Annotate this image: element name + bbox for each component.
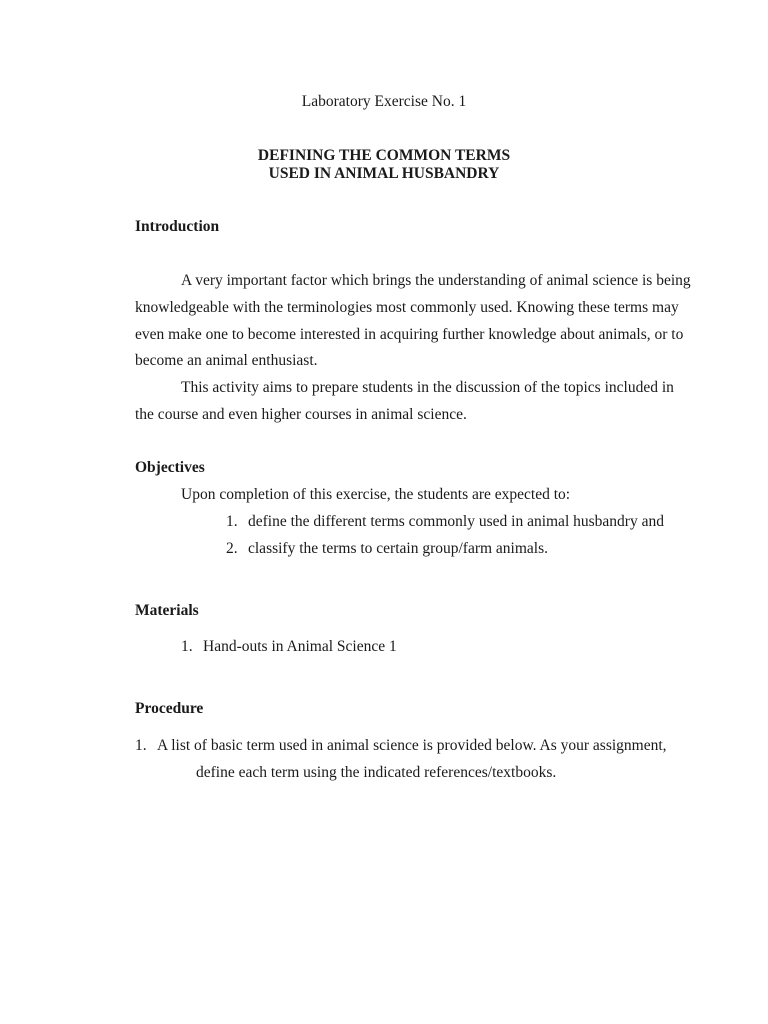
objectives-list-item (226, 513, 664, 531)
exercise-number: Laboratory Exercise No. 1 (301, 93, 467, 110)
procedure-list-item (135, 737, 667, 755)
objectives-lead: Upon completion of this exercise, the students are expected to: (181, 486, 571, 503)
list-text: Hand-outs in Animal Science 1 (203, 638, 397, 655)
procedure-heading: Procedure (135, 700, 204, 717)
materials-heading: Materials (135, 602, 199, 619)
introduction-para1-line: A very important factor which brings the understanding of animal science is being (181, 272, 691, 289)
introduction-para2-line: the course and even higher courses in animal science. (135, 406, 467, 423)
list-text: define the different terms commonly used in animal husbandry and (248, 513, 664, 530)
list-text: classify the terms to certain group/farm animals. (248, 540, 549, 557)
introduction-para1-line: become an animal enthusiast. (135, 352, 318, 369)
list-number: 1. (226, 513, 238, 530)
procedure-list-item-continuation: define each term using the indicated references/textbooks. (196, 764, 557, 781)
document-title-line-1: DEFINING THE COMMON TERMS (257, 147, 511, 164)
objectives-list-item (226, 540, 548, 558)
introduction-para1-line: even make one to become interested in acquiring further knowledge about animals, or to (135, 326, 684, 343)
document-title-line-2: USED IN ANIMAL HUSBANDRY (268, 165, 500, 182)
list-number: 2. (226, 540, 238, 557)
introduction-heading: Introduction (135, 218, 220, 235)
objectives-heading: Objectives (135, 459, 205, 476)
introduction-para1-line: knowledgeable with the terminologies most commonly used. Knowing these terms may (135, 299, 679, 316)
list-number: 1. (135, 737, 147, 754)
list-number: 1. (181, 638, 193, 655)
list-text: A list of basic term used in animal science is provided below. As your assignment, (157, 737, 667, 754)
materials-list-item (181, 638, 397, 656)
introduction-para2-line: This activity aims to prepare students in the discussion of the topics included in (181, 379, 674, 396)
